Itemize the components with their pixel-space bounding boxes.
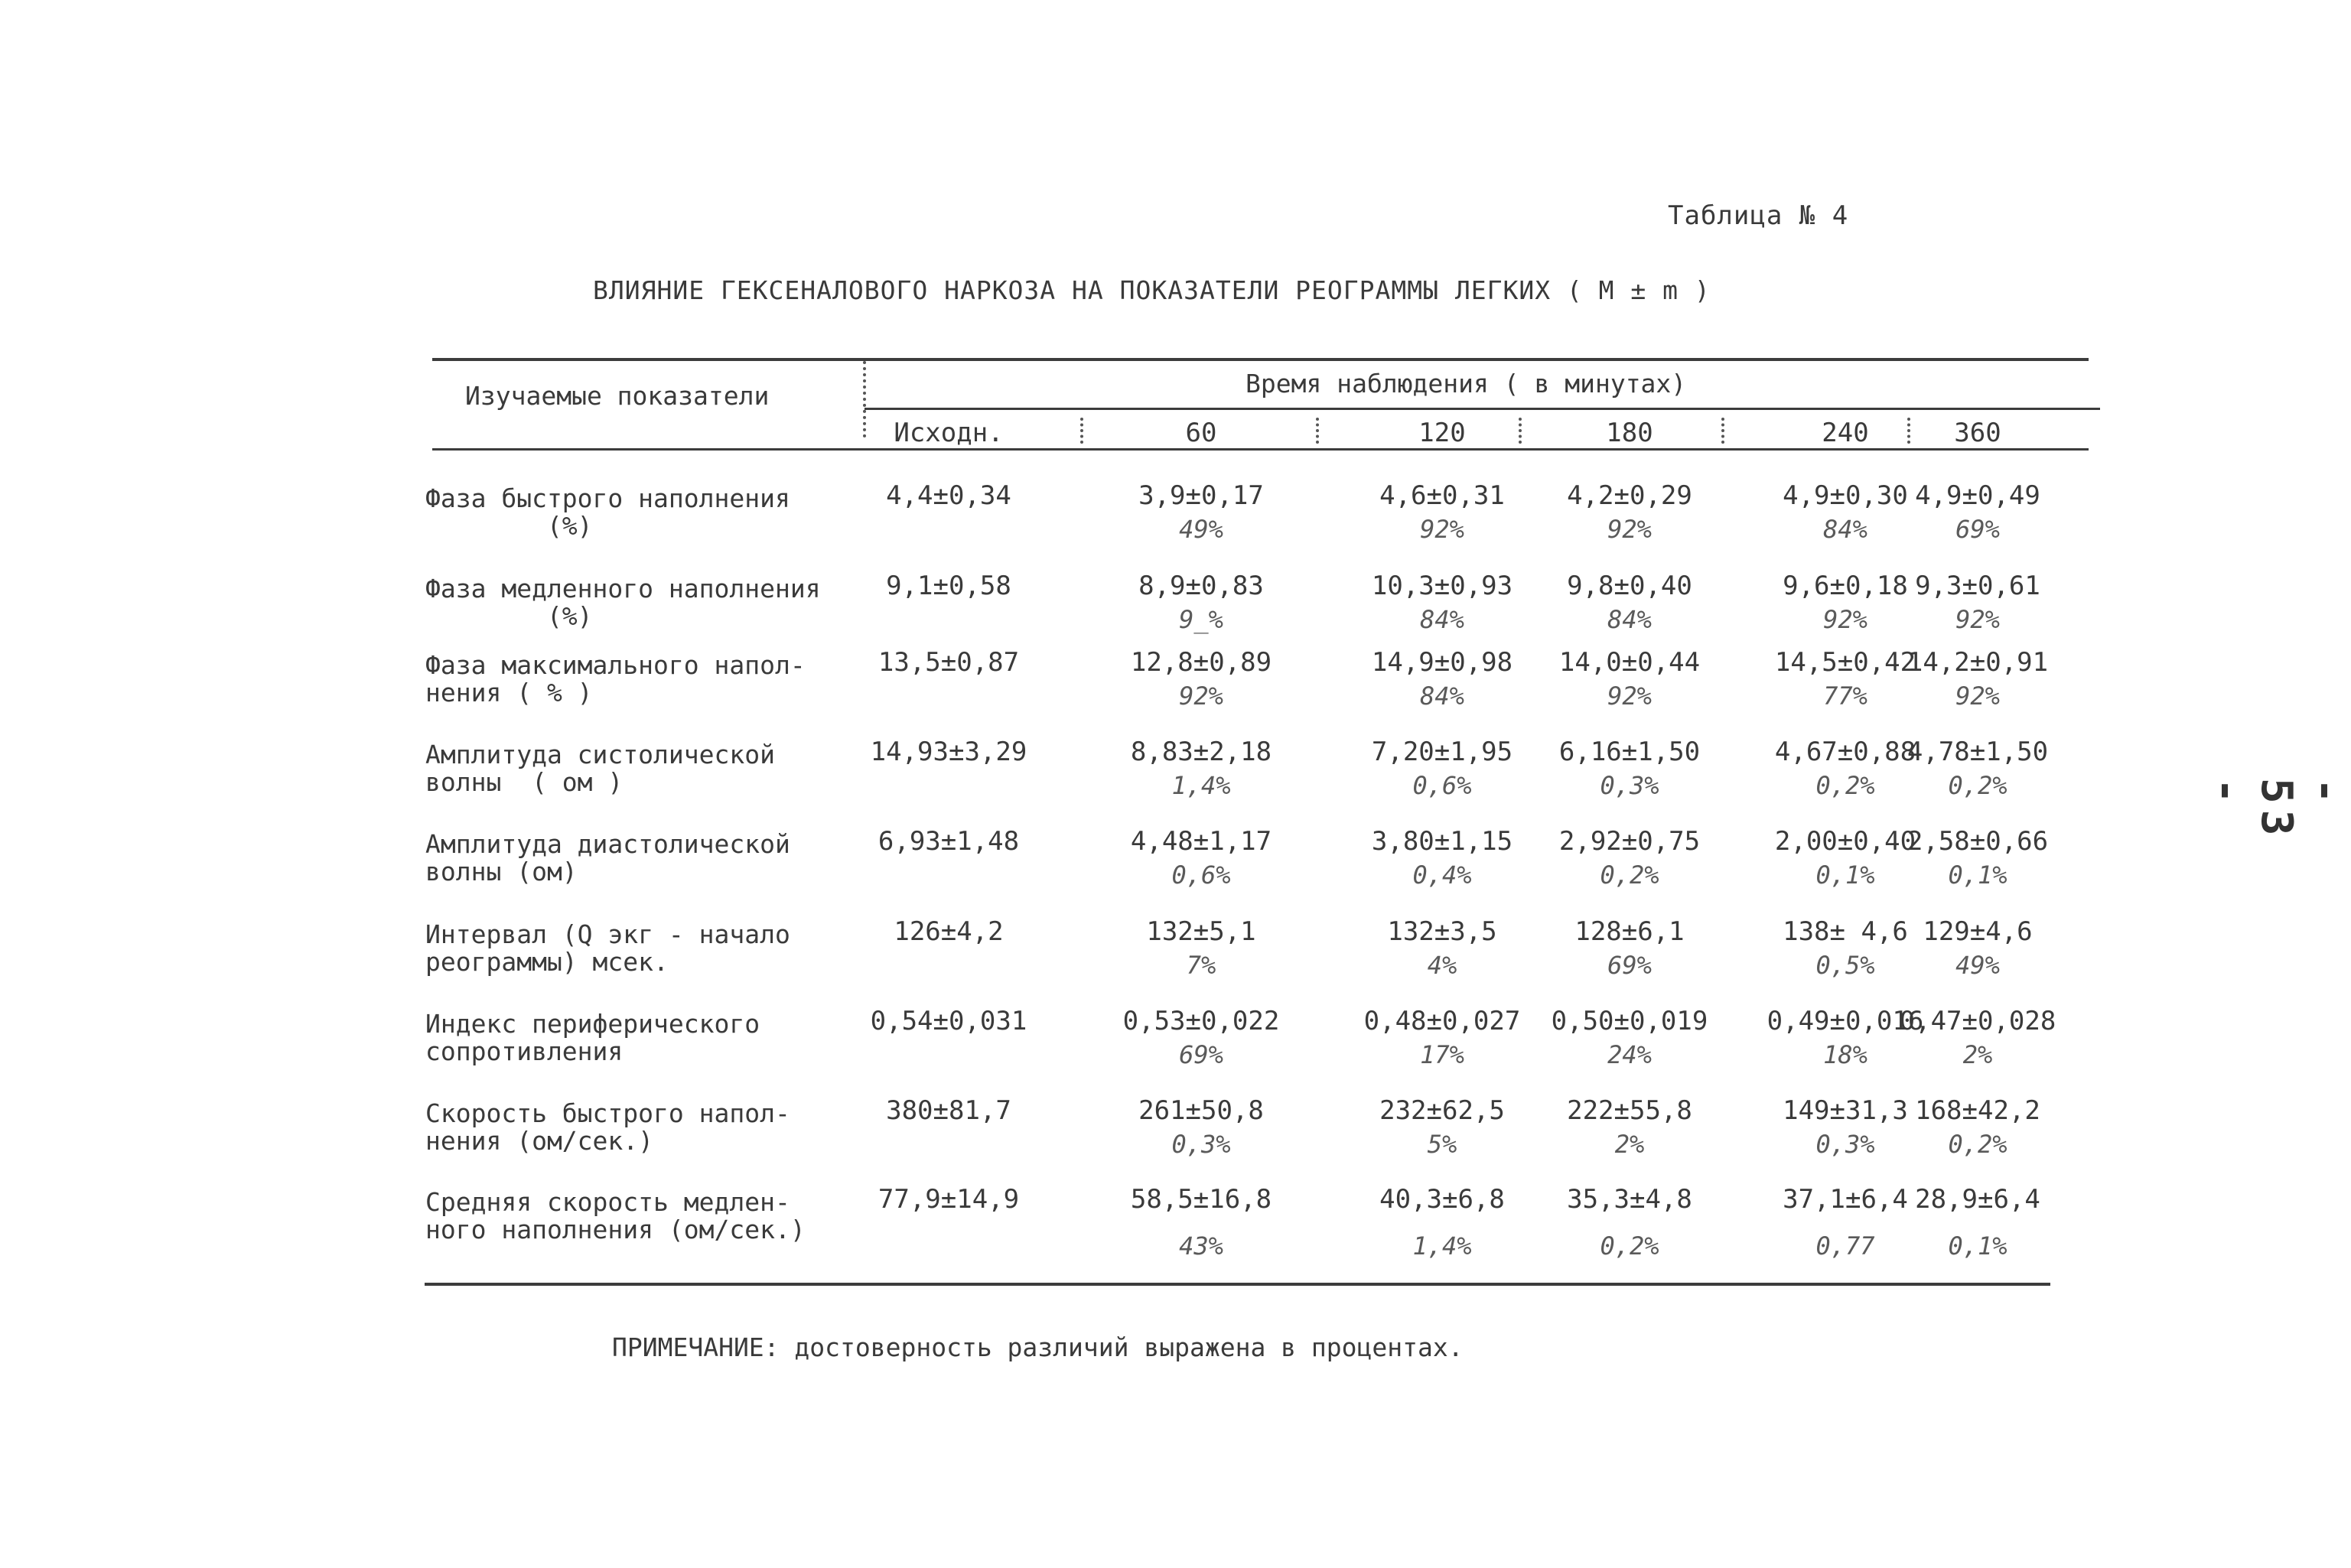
column-header-0: Исходн. [894, 418, 1004, 448]
significance-cell: 1,4% [1412, 1231, 1472, 1261]
row-label: Индекс периферического сопротивления [425, 1009, 760, 1066]
value-cell: 7,20±1,95 [1371, 737, 1513, 767]
significance-cell: 0,6% [1171, 860, 1231, 890]
value-cell: 138± 4,6 [1783, 916, 1908, 947]
value-cell: 12,8±0,89 [1130, 647, 1272, 678]
value-cell: 126±4,2 [894, 916, 1004, 947]
significance-cell: 49% [1179, 515, 1223, 544]
significance-cell: 2% [1614, 1130, 1645, 1159]
significance-cell: 0,4% [1412, 860, 1472, 890]
value-cell: 0,49±0,016 [1767, 1006, 1924, 1036]
significance-cell: 69% [1179, 1040, 1223, 1069]
value-cell: 3,80±1,15 [1371, 826, 1513, 857]
value-cell: 2,58±0,66 [1907, 826, 2049, 857]
significance-cell: 84% [1420, 605, 1464, 634]
value-cell: 4,4±0,34 [886, 480, 1011, 511]
value-cell: 0,53±0,022 [1122, 1006, 1280, 1036]
significance-cell: 0,77 [1815, 1231, 1875, 1261]
value-cell: 4,78±1,50 [1907, 737, 2049, 767]
significance-cell: 84% [1420, 682, 1464, 711]
value-cell: 40,3±6,8 [1379, 1184, 1505, 1215]
value-cell: 6,93±1,48 [878, 826, 1020, 857]
row-label: Амплитуда систолической волны ( ом ) [425, 740, 775, 797]
significance-cell: 92% [1607, 682, 1652, 711]
significance-cell: 92% [1420, 515, 1464, 544]
value-cell: 14,5±0,42 [1774, 647, 1916, 678]
significance-cell: 2% [1962, 1040, 1993, 1069]
value-cell: 28,9±6,4 [1915, 1184, 2040, 1215]
table-top-rule [432, 358, 2089, 361]
significance-cell: 0,2% [1948, 1130, 2007, 1159]
value-cell: 168±42,2 [1915, 1095, 2040, 1126]
significance-cell: 0,5% [1815, 951, 1875, 980]
significance-cell: 92% [1823, 605, 1867, 634]
significance-cell: 1,4% [1171, 771, 1231, 800]
value-cell: 9,1±0,58 [886, 571, 1011, 601]
value-cell: 149±31,3 [1783, 1095, 1908, 1126]
significance-cell: 49% [1955, 951, 2000, 980]
value-cell: 14,2±0,91 [1907, 647, 2049, 678]
significance-cell: 92% [1607, 515, 1652, 544]
significance-cell: 69% [1955, 515, 2000, 544]
row-label: Скорость быстрого напол- нения (ом/сек.) [425, 1098, 790, 1156]
significance-cell: 92% [1955, 682, 2000, 711]
row-label: Фаза максимального напол- нения ( % ) [425, 650, 806, 708]
significance-cell: 92% [1179, 682, 1223, 711]
value-cell: 261±50,8 [1138, 1095, 1264, 1126]
column-header-3: 180 [1606, 418, 1653, 448]
significance-cell: 5% [1427, 1130, 1457, 1159]
value-cell: 9,6±0,18 [1783, 571, 1908, 601]
column-header-5: 360 [1954, 418, 2001, 448]
value-cell: 0,47±0,028 [1899, 1006, 2056, 1036]
value-cell: 4,9±0,30 [1783, 480, 1908, 511]
value-cell: 8,83±2,18 [1130, 737, 1272, 767]
significance-cell: 69% [1607, 951, 1652, 980]
column-header-1: 60 [1185, 418, 1217, 448]
value-cell: 0,50±0,019 [1551, 1006, 1708, 1036]
significance-cell: 92% [1955, 605, 2000, 634]
value-cell: 13,5±0,87 [878, 647, 1020, 678]
row-label: Фаза быстрого наполнения (%) [425, 483, 790, 541]
significance-cell: 0,2% [1600, 1231, 1659, 1261]
significance-cell: 84% [1607, 605, 1652, 634]
row-label: Интервал (Q экг - начало реограммы) мсек. [425, 919, 790, 977]
value-cell: 10,3±0,93 [1371, 571, 1513, 601]
column-header-4: 240 [1822, 418, 1869, 448]
significance-cell: 7% [1186, 951, 1216, 980]
significance-cell: 77% [1823, 682, 1867, 711]
header-separator-5 [1907, 418, 1910, 444]
document-title: ВЛИЯНИЕ ГЕКСЕНАЛОВОГО НАРКОЗА НА ПОКАЗАТЕЛИ РЕОГРАММЫ ЛЕГКИХ ( М ± m ) [593, 275, 1711, 305]
value-cell: 222±55,8 [1567, 1095, 1692, 1126]
value-cell: 4,2±0,29 [1567, 480, 1692, 511]
header-separator-2 [1316, 418, 1319, 444]
significance-cell: 43% [1179, 1231, 1223, 1261]
significance-cell: 0,3% [1171, 1130, 1231, 1159]
significance-cell: 4% [1427, 951, 1457, 980]
value-cell: 128±6,1 [1574, 916, 1685, 947]
header-separator-4 [1721, 418, 1724, 444]
value-cell: 129±4,6 [1923, 916, 2033, 947]
indicators-header: Изучаемые показатели [465, 381, 770, 411]
value-cell: 132±5,1 [1146, 916, 1256, 947]
row-label: Фаза медленного наполнения (%) [425, 574, 821, 631]
significance-cell: 17% [1420, 1040, 1464, 1069]
significance-cell: 84% [1823, 515, 1867, 544]
significance-cell: 0,6% [1412, 771, 1472, 800]
column-header-2: 120 [1418, 418, 1466, 448]
significance-cell: 0,3% [1600, 771, 1659, 800]
significance-cell: 18% [1823, 1040, 1867, 1069]
value-cell: 2,92±0,75 [1558, 826, 1701, 857]
value-cell: 380±81,7 [886, 1095, 1011, 1126]
value-cell: 4,9±0,49 [1915, 480, 2040, 511]
value-cell: 6,16±1,50 [1558, 737, 1701, 767]
value-cell: 2,00±0,40 [1774, 826, 1916, 857]
significance-cell: 0,1% [1815, 860, 1875, 890]
table-bottom-rule [425, 1283, 2050, 1286]
value-cell: 4,48±1,17 [1130, 826, 1272, 857]
value-cell: 14,93±3,29 [870, 737, 1027, 767]
value-cell: 4,6±0,31 [1379, 480, 1505, 511]
significance-cell: 0,1% [1948, 1231, 2007, 1261]
value-cell: 77,9±14,9 [878, 1184, 1020, 1215]
value-cell: 58,5±16,8 [1130, 1184, 1272, 1215]
row-label: Средняя скорость медлен- ного наполнения (ом/сек.) [425, 1187, 806, 1244]
header-separator-3 [1519, 418, 1522, 444]
value-cell: 232±62,5 [1379, 1095, 1505, 1126]
value-cell: 4,67±0,88 [1774, 737, 1916, 767]
table-note: ПРИМЕЧАНИЕ: достоверность различий выражена в процентах. [612, 1332, 1464, 1362]
significance-cell: 9_% [1179, 605, 1223, 634]
significance-cell: 0,2% [1948, 771, 2007, 800]
value-cell: 0,48±0,027 [1363, 1006, 1521, 1036]
value-cell: 3,9±0,17 [1138, 480, 1264, 511]
significance-cell: 0,1% [1948, 860, 2007, 890]
value-cell: 14,9±0,98 [1371, 647, 1513, 678]
indicator-column-separator [863, 361, 866, 438]
value-cell: 132±3,5 [1387, 916, 1497, 947]
header-bottom-rule [432, 448, 2089, 451]
value-cell: 14,0±0,44 [1558, 647, 1701, 678]
value-cell: 9,8±0,40 [1567, 571, 1692, 601]
value-cell: 37,1±6,4 [1783, 1184, 1908, 1215]
value-cell: 0,54±0,031 [870, 1006, 1027, 1036]
table-number: Таблица № 4 [1668, 200, 1849, 231]
significance-cell: 0,2% [1815, 771, 1875, 800]
time-group-rule [865, 408, 2100, 410]
time-group-header: Время наблюдения ( в минутах) [1246, 369, 1687, 399]
significance-cell: 24% [1607, 1040, 1652, 1069]
value-cell: 8,9±0,83 [1138, 571, 1264, 601]
significance-cell: 0,3% [1815, 1130, 1875, 1159]
header-separator-1 [1080, 418, 1083, 444]
page-number: - 53 - [2202, 778, 2351, 842]
value-cell: 9,3±0,61 [1915, 571, 2040, 601]
value-cell: 35,3±4,8 [1567, 1184, 1692, 1215]
row-label: Амплитуда диастолической волны (ом) [425, 829, 790, 886]
significance-cell: 0,2% [1600, 860, 1659, 890]
